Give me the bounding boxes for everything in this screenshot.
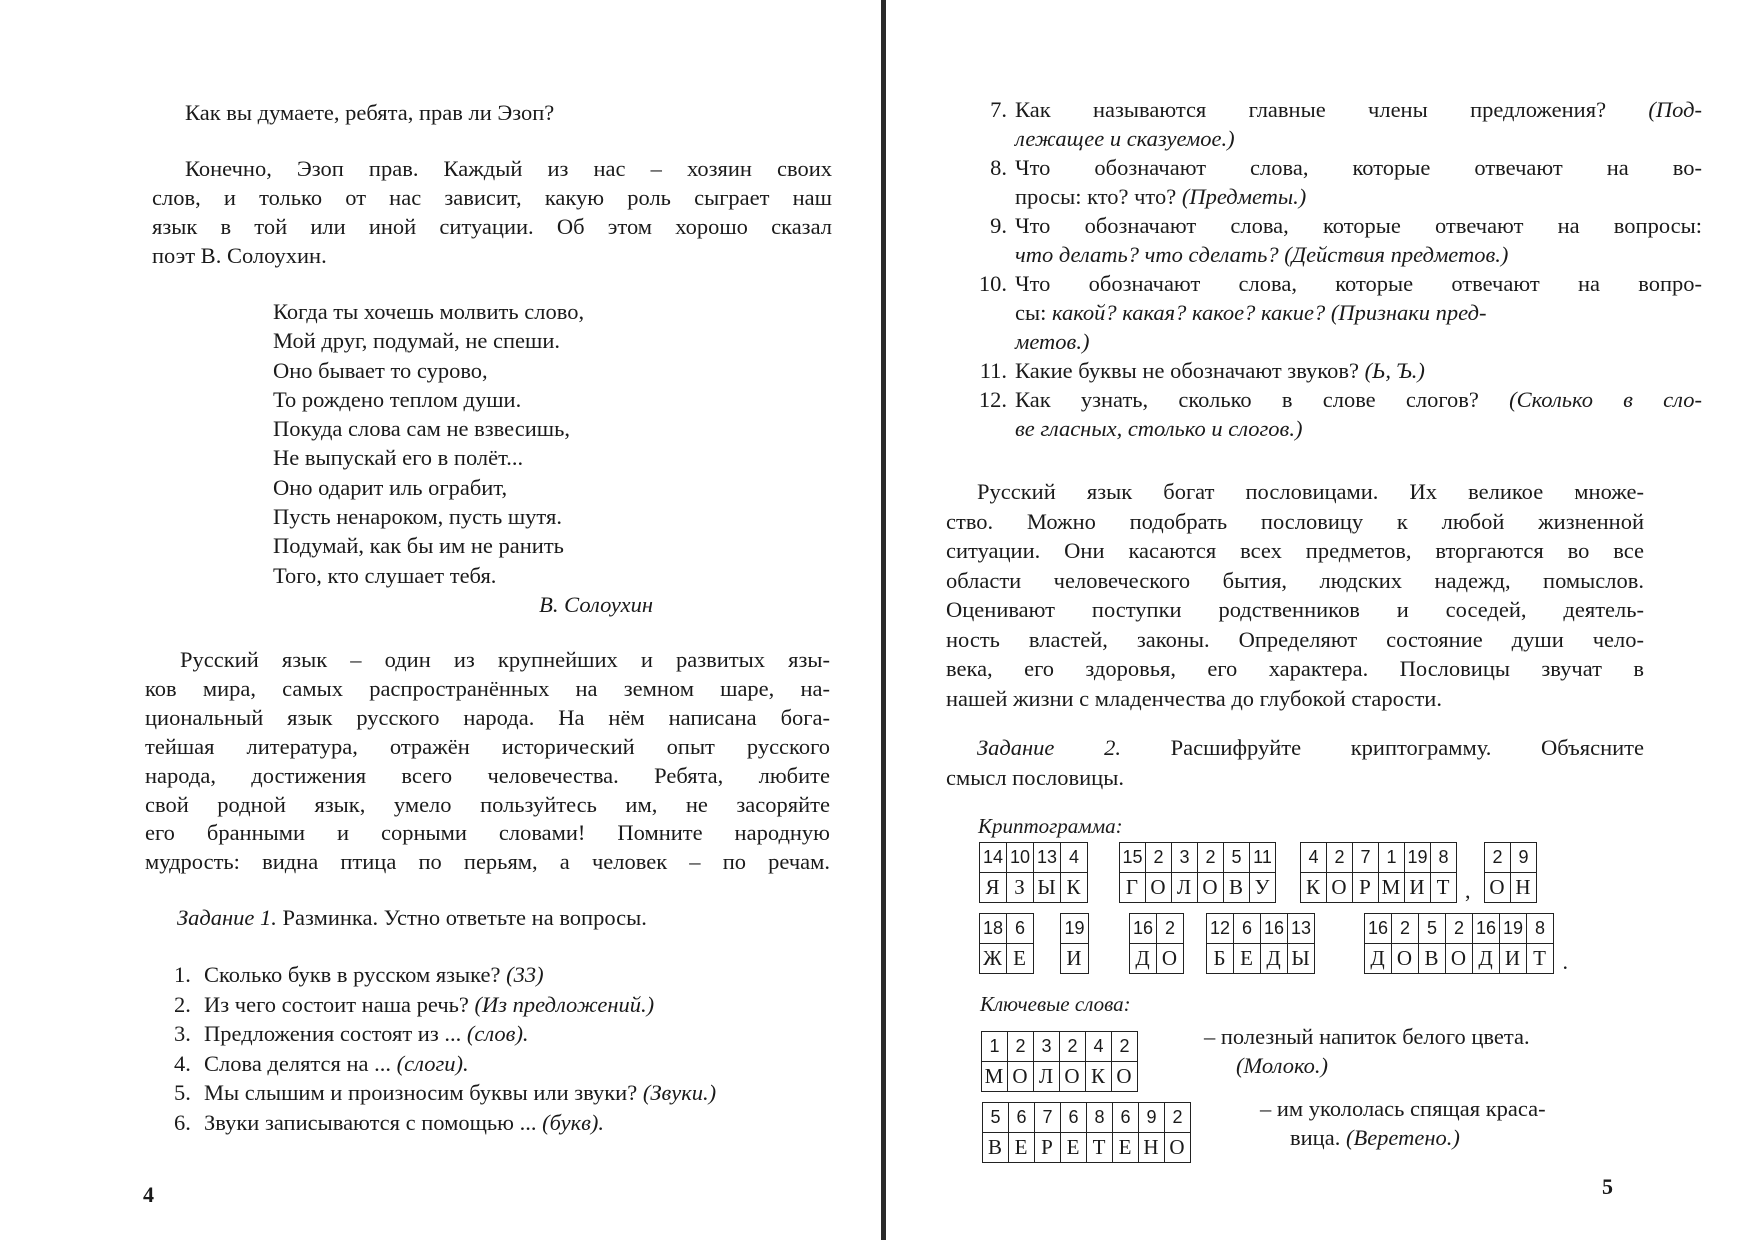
cipher-letter-cell: О xyxy=(1146,873,1172,903)
question-answer: (слоги). xyxy=(396,1050,469,1076)
para-line: области человеческого бытия, людских надежд, помыслов. xyxy=(946,567,1644,593)
list-item xyxy=(174,1019,716,1049)
cipher-number-cell: 1 xyxy=(1379,843,1405,873)
cipher-letter-cell: Е xyxy=(1113,1133,1139,1163)
cipher-letter-cell: М xyxy=(982,1062,1008,1092)
cipher-number-cell: 3 xyxy=(1034,1032,1060,1062)
question-text: Как называются главные члены предложения? xyxy=(1015,97,1649,122)
poem-line: Пусть ненароком, пусть шутя. xyxy=(273,504,562,530)
cryptogram-word xyxy=(1119,842,1276,903)
questions-list xyxy=(174,960,716,1137)
question-answer: лежащее и сказуемое.) xyxy=(1015,126,1235,151)
cipher-number-cell: 8 xyxy=(1431,843,1457,873)
cryptogram-word xyxy=(1129,913,1184,974)
cipher-letter-cell: Т xyxy=(1087,1133,1113,1163)
question-answer: (Ь, Ъ.) xyxy=(1364,358,1425,383)
cipher-letter-cell: О xyxy=(1327,873,1353,903)
cipher-number-cell: 2 xyxy=(1446,914,1473,944)
cryptogram-word xyxy=(979,913,1034,974)
para-line: ность властей, законы. Определяют состояние души чело- xyxy=(946,626,1644,652)
cipher-letter-cell: Г xyxy=(1120,873,1146,903)
cipher-number-cell: 12 xyxy=(1207,914,1234,944)
question-number: 5. xyxy=(174,1080,191,1105)
cipher-number-cell: 4 xyxy=(1086,1032,1112,1062)
cipher-letter-cell: К xyxy=(1061,873,1088,903)
cipher-number-cell: 13 xyxy=(1034,843,1061,873)
cryptogram-word xyxy=(982,1102,1191,1163)
question-text: Сколько букв в русском языке? xyxy=(204,962,507,987)
cipher-number-cell: 6 xyxy=(1061,1103,1087,1133)
poem-line: Подумай, как бы им не ранить xyxy=(273,533,564,559)
cipher-number-cell: 14 xyxy=(980,843,1007,873)
question-answer: какой? какая? какое? какие? (Признаки пред- xyxy=(1051,300,1487,325)
list-item xyxy=(962,211,1702,240)
cipher-letter-cell: Т xyxy=(1527,944,1554,974)
cipher-letter-cell: Т xyxy=(1431,873,1457,903)
cipher-letter-cell: Д xyxy=(1365,944,1392,974)
cryptogram-word xyxy=(1206,913,1315,974)
task2-text: смысл пословицы. xyxy=(946,765,1124,790)
question-answer: (Под- xyxy=(1648,97,1702,122)
para1-line: Конечно, Эзоп прав. Каждый из нас – хозяин своих xyxy=(185,156,832,181)
poem-line: То рождено теплом души. xyxy=(273,386,522,412)
question-text: Звуки записываются с помощью ... xyxy=(204,1109,543,1135)
cipher-letter-cell: Н xyxy=(1511,873,1537,903)
list-item xyxy=(962,153,1702,182)
paragraph-proverbs xyxy=(946,477,1644,713)
question-number: 9. xyxy=(990,213,1007,238)
para2-line: мудрость: видна птица по перьям, а человек – по речам. xyxy=(145,849,830,875)
para-line: Русский язык богат пословицами. Их великое множе- xyxy=(977,479,1644,504)
question-answer: что делать? что сделать? (Действия предметов.) xyxy=(1015,242,1509,267)
cipher-letter-cell: Р xyxy=(1353,873,1379,903)
list-item xyxy=(174,1078,716,1108)
cipher-number-cell: 6 xyxy=(1009,1103,1035,1133)
cipher-letter-cell: З xyxy=(1007,873,1034,903)
cipher-letter-cell: Д xyxy=(1130,944,1157,974)
cipher-number-cell: 13 xyxy=(1288,914,1315,944)
cipher-letter-cell: Р xyxy=(1035,1133,1061,1163)
poem-line: Оно одарит иль ограбит, xyxy=(273,474,508,500)
cipher-number-cell: 2 xyxy=(1485,843,1511,873)
cryptogram-word xyxy=(1300,842,1471,903)
cipher-letter-cell: Ж xyxy=(980,944,1007,974)
cipher-number-cell: 2 xyxy=(1060,1032,1086,1062)
question-number: 3. xyxy=(174,1021,191,1046)
question-number: 4. xyxy=(174,1050,191,1076)
cipher-letter-cell: О xyxy=(1446,944,1473,974)
cipher-number-cell: 9 xyxy=(1139,1103,1165,1133)
task1-heading xyxy=(177,903,647,932)
cipher-number-cell: 6 xyxy=(1007,914,1034,944)
cipher-letter-cell: Е xyxy=(1007,944,1034,974)
cipher-letter-cell: О xyxy=(1060,1062,1086,1092)
cipher-number-cell: 6 xyxy=(1113,1103,1139,1133)
cipher-number-cell: 16 xyxy=(1261,914,1288,944)
task2-heading xyxy=(946,733,1644,793)
cipher-letter-cell: В xyxy=(1419,944,1446,974)
task2-label: Задание 2. xyxy=(977,735,1121,760)
punctuation-mark: . xyxy=(1562,949,1568,974)
question-answer: (Из предложений.) xyxy=(474,991,655,1017)
question-text: сы: xyxy=(1015,300,1052,325)
para-line: нашей жизни с младенчества до глубокой старости. xyxy=(946,685,1442,711)
page-number: 4 xyxy=(143,1182,154,1207)
cipher-number-cell: 16 xyxy=(1130,914,1157,944)
cipher-number-cell: 15 xyxy=(1120,843,1146,873)
cipher-letter-cell: И xyxy=(1061,944,1089,974)
task1-label: Задание 1. xyxy=(177,905,277,930)
question-number: 8. xyxy=(990,155,1007,180)
poem-line: Когда ты хочешь молвить слово, xyxy=(273,299,585,324)
question-number: 7. xyxy=(990,97,1007,122)
list-item xyxy=(174,960,716,990)
question-answer: метов.) xyxy=(1015,329,1090,354)
keyword-2-answer: (Веретено.) xyxy=(1345,1125,1460,1150)
question-text: просы: кто? что? xyxy=(1015,184,1182,209)
cipher-number-cell: 5 xyxy=(1224,843,1250,873)
question-answer: (33) xyxy=(506,962,544,987)
cipher-number-cell: 11 xyxy=(1250,843,1276,873)
question-number: 11. xyxy=(979,358,1007,383)
question-text: Мы слышим и произносим буквы или звуки? xyxy=(204,1080,643,1105)
cipher-letter-cell: К xyxy=(1086,1062,1112,1092)
question-text: Из чего состоит наша речь? xyxy=(204,991,475,1017)
cipher-letter-cell: Л xyxy=(1034,1062,1060,1092)
para-line: Оценивают поступки родственников и соседей, деятель- xyxy=(946,597,1644,622)
cryptogram-label: Криптограмма: xyxy=(978,814,1123,838)
poem-line: Того, кто слушает тебя. xyxy=(273,562,497,588)
para1-line: слов, и только от нас зависит, какую роль сыграет наш xyxy=(152,185,832,210)
cipher-letter-cell: О xyxy=(1008,1062,1034,1092)
keyword-2-text: вица. xyxy=(1290,1125,1346,1150)
question-answer: (Сколько в сло- xyxy=(1509,387,1702,412)
cipher-number-cell: 4 xyxy=(1061,843,1088,873)
cipher-number-cell: 2 xyxy=(1165,1103,1191,1133)
list-item xyxy=(174,1108,716,1138)
list-item xyxy=(962,385,1702,414)
cipher-letter-cell: Е xyxy=(1009,1133,1035,1163)
keyword-2-description xyxy=(1260,1094,1546,1152)
cipher-letter-cell: Е xyxy=(1234,944,1261,974)
question-number: 6. xyxy=(174,1109,191,1135)
question-text: Что обозначают слова, которые отвечают на вопросы: xyxy=(1015,213,1702,238)
keyword-1-answer: (Молоко.) xyxy=(1236,1053,1328,1078)
cipher-letter-cell: В xyxy=(983,1133,1009,1163)
cipher-letter-cell: К xyxy=(1301,873,1327,903)
cipher-number-cell: 10 xyxy=(1007,843,1034,873)
questions-list-continued xyxy=(962,95,1702,443)
question-number: 2. xyxy=(174,991,191,1017)
question-answer: (Звуки.) xyxy=(642,1080,717,1105)
cipher-letter-cell: О xyxy=(1198,873,1224,903)
cipher-letter-cell: Я xyxy=(980,873,1007,903)
cipher-letter-cell: Д xyxy=(1473,944,1500,974)
cipher-letter-cell: Л xyxy=(1172,873,1198,903)
cipher-number-cell: 9 xyxy=(1511,843,1537,873)
question-answer: (Предметы.) xyxy=(1181,184,1307,209)
cipher-number-cell: 2 xyxy=(1008,1032,1034,1062)
para2-line: циональный язык русского народа. На нём написана бога- xyxy=(145,704,830,730)
para2-line: ков мира, самых распространённых на земном шаре, на- xyxy=(145,675,830,701)
cipher-number-cell: 2 xyxy=(1157,914,1184,944)
question-text: Что обозначают слова, которые отвечают на вопро- xyxy=(1015,271,1702,296)
para1-line: язык в той или иной ситуации. Об этом хорошо сказал xyxy=(152,214,832,239)
question-number: 12. xyxy=(978,387,1007,412)
cipher-number-cell: 19 xyxy=(1061,914,1089,944)
list-item xyxy=(962,269,1702,298)
cipher-number-cell: 8 xyxy=(1087,1103,1113,1133)
keyword-2-text: – им укололась спящая краса- xyxy=(1260,1096,1546,1121)
paragraph-russian-language xyxy=(145,646,830,877)
para2-line: его бранными и сорными словами! Помните народную xyxy=(145,820,830,846)
cipher-number-cell: 2 xyxy=(1146,843,1172,873)
keywords-label: Ключевые слова: xyxy=(980,992,1131,1016)
cipher-letter-cell: О xyxy=(1112,1062,1138,1092)
para-line: ство. Можно подобрать пословицу к любой жизненной xyxy=(946,508,1644,534)
para2-line: свой родной язык, умело пользуйтесь им, не засоряйте xyxy=(145,791,830,817)
list-item xyxy=(962,95,1702,124)
cipher-letter-cell: О xyxy=(1392,944,1419,974)
para2-line: народа, достижения всего человечества. Ребята, любите xyxy=(145,762,830,788)
cipher-letter-cell: Б xyxy=(1207,944,1234,974)
task2-text: Расшифруйте криптограмму. Объясните xyxy=(1120,735,1645,760)
poem xyxy=(273,297,653,619)
keyword-1-description xyxy=(1204,1022,1530,1080)
cipher-letter-cell: О xyxy=(1485,873,1511,903)
question-text: Какие буквы не обозначают звуков? xyxy=(1015,358,1365,383)
cipher-number-cell: 2 xyxy=(1327,843,1353,873)
question-text: Как узнать, сколько в слове слогов? xyxy=(1015,387,1510,412)
poem-line: Не выпускай его в полёт... xyxy=(273,445,524,471)
cryptogram-word xyxy=(1060,913,1089,974)
list-item xyxy=(174,990,716,1020)
cipher-number-cell: 5 xyxy=(1419,914,1446,944)
cipher-letter-cell: И xyxy=(1405,873,1431,903)
para1-line: поэт В. Солоухин. xyxy=(152,243,327,268)
list-item xyxy=(962,356,1702,385)
cipher-number-cell: 2 xyxy=(1198,843,1224,873)
para2-line: тейшая литература, отражён исторический опыт русского xyxy=(145,733,830,759)
cipher-number-cell: 5 xyxy=(983,1103,1009,1133)
cipher-letter-cell: Е xyxy=(1061,1133,1087,1163)
cipher-letter-cell: В xyxy=(1224,873,1250,903)
cipher-number-cell: 7 xyxy=(1035,1103,1061,1133)
cipher-number-cell: 18 xyxy=(980,914,1007,944)
cipher-number-cell: 8 xyxy=(1527,914,1554,944)
question-text: Что обозначают слова, которые отвечают на во- xyxy=(1015,155,1702,180)
poem-author: В. Солоухин xyxy=(539,591,653,617)
question-text: Слова делятся на ... xyxy=(204,1050,397,1076)
cipher-letter-cell: У xyxy=(1250,873,1276,903)
cryptogram-word xyxy=(1364,913,1568,974)
cipher-letter-cell: И xyxy=(1500,944,1527,974)
task1-text: Разминка. Устно ответьте на вопросы. xyxy=(276,905,647,930)
question-answer: (слов). xyxy=(466,1021,529,1046)
cipher-number-cell: 19 xyxy=(1500,914,1527,944)
list-item xyxy=(174,1049,716,1079)
cipher-letter-cell: О xyxy=(1165,1133,1191,1163)
question-text: Предложения состоят из ... xyxy=(204,1021,467,1046)
cipher-number-cell: 3 xyxy=(1172,843,1198,873)
question-number: 10. xyxy=(978,271,1007,296)
poem-line: Покуда слова сам не взвесишь, xyxy=(273,416,570,442)
cipher-letter-cell: Ы xyxy=(1288,944,1315,974)
cipher-number-cell: 16 xyxy=(1365,914,1392,944)
question-answer: (букв). xyxy=(542,1109,605,1135)
cryptogram-word xyxy=(979,842,1088,903)
para-line: ситуации. Они касаются всех предметов, вторгаются во все xyxy=(946,538,1644,563)
cipher-number-cell: 16 xyxy=(1473,914,1500,944)
cipher-number-cell: 1 xyxy=(982,1032,1008,1062)
right-page xyxy=(886,0,1754,1240)
cipher-letter-cell: О xyxy=(1157,944,1184,974)
cipher-number-cell: 7 xyxy=(1353,843,1379,873)
para-line: века, его здоровья, его характера. Пословицы звучат в xyxy=(946,656,1644,681)
cryptogram-word xyxy=(1484,842,1537,903)
poem-line: Оно бывает то сурово, xyxy=(273,357,488,383)
cipher-number-cell: 19 xyxy=(1405,843,1431,873)
punctuation-mark: , xyxy=(1465,878,1471,903)
cipher-letter-cell: М xyxy=(1379,873,1405,903)
cipher-number-cell: 4 xyxy=(1301,843,1327,873)
cryptogram-word xyxy=(981,1031,1138,1092)
cipher-number-cell: 6 xyxy=(1234,914,1261,944)
cipher-number-cell: 2 xyxy=(1112,1032,1138,1062)
poem-line: Мой друг, подумай, не спеши. xyxy=(273,328,561,354)
question-number: 1. xyxy=(174,962,191,987)
para2-line: Русский язык – один из крупнейших и развитых язы- xyxy=(180,647,830,672)
page-number: 5 xyxy=(1602,1174,1613,1199)
paragraph-aesop xyxy=(152,154,832,270)
keyword-1-text: – полезный напиток белого цвета. xyxy=(1204,1024,1530,1049)
cipher-number-cell: 2 xyxy=(1392,914,1419,944)
cipher-letter-cell: Н xyxy=(1139,1133,1165,1163)
question-line: Как вы думаете, ребята, прав ли Эзоп? xyxy=(185,100,555,125)
cipher-letter-cell: Д xyxy=(1261,944,1288,974)
cipher-letter-cell: Ы xyxy=(1034,873,1061,903)
question-answer: ве гласных, столько и слогов.) xyxy=(1015,416,1303,441)
